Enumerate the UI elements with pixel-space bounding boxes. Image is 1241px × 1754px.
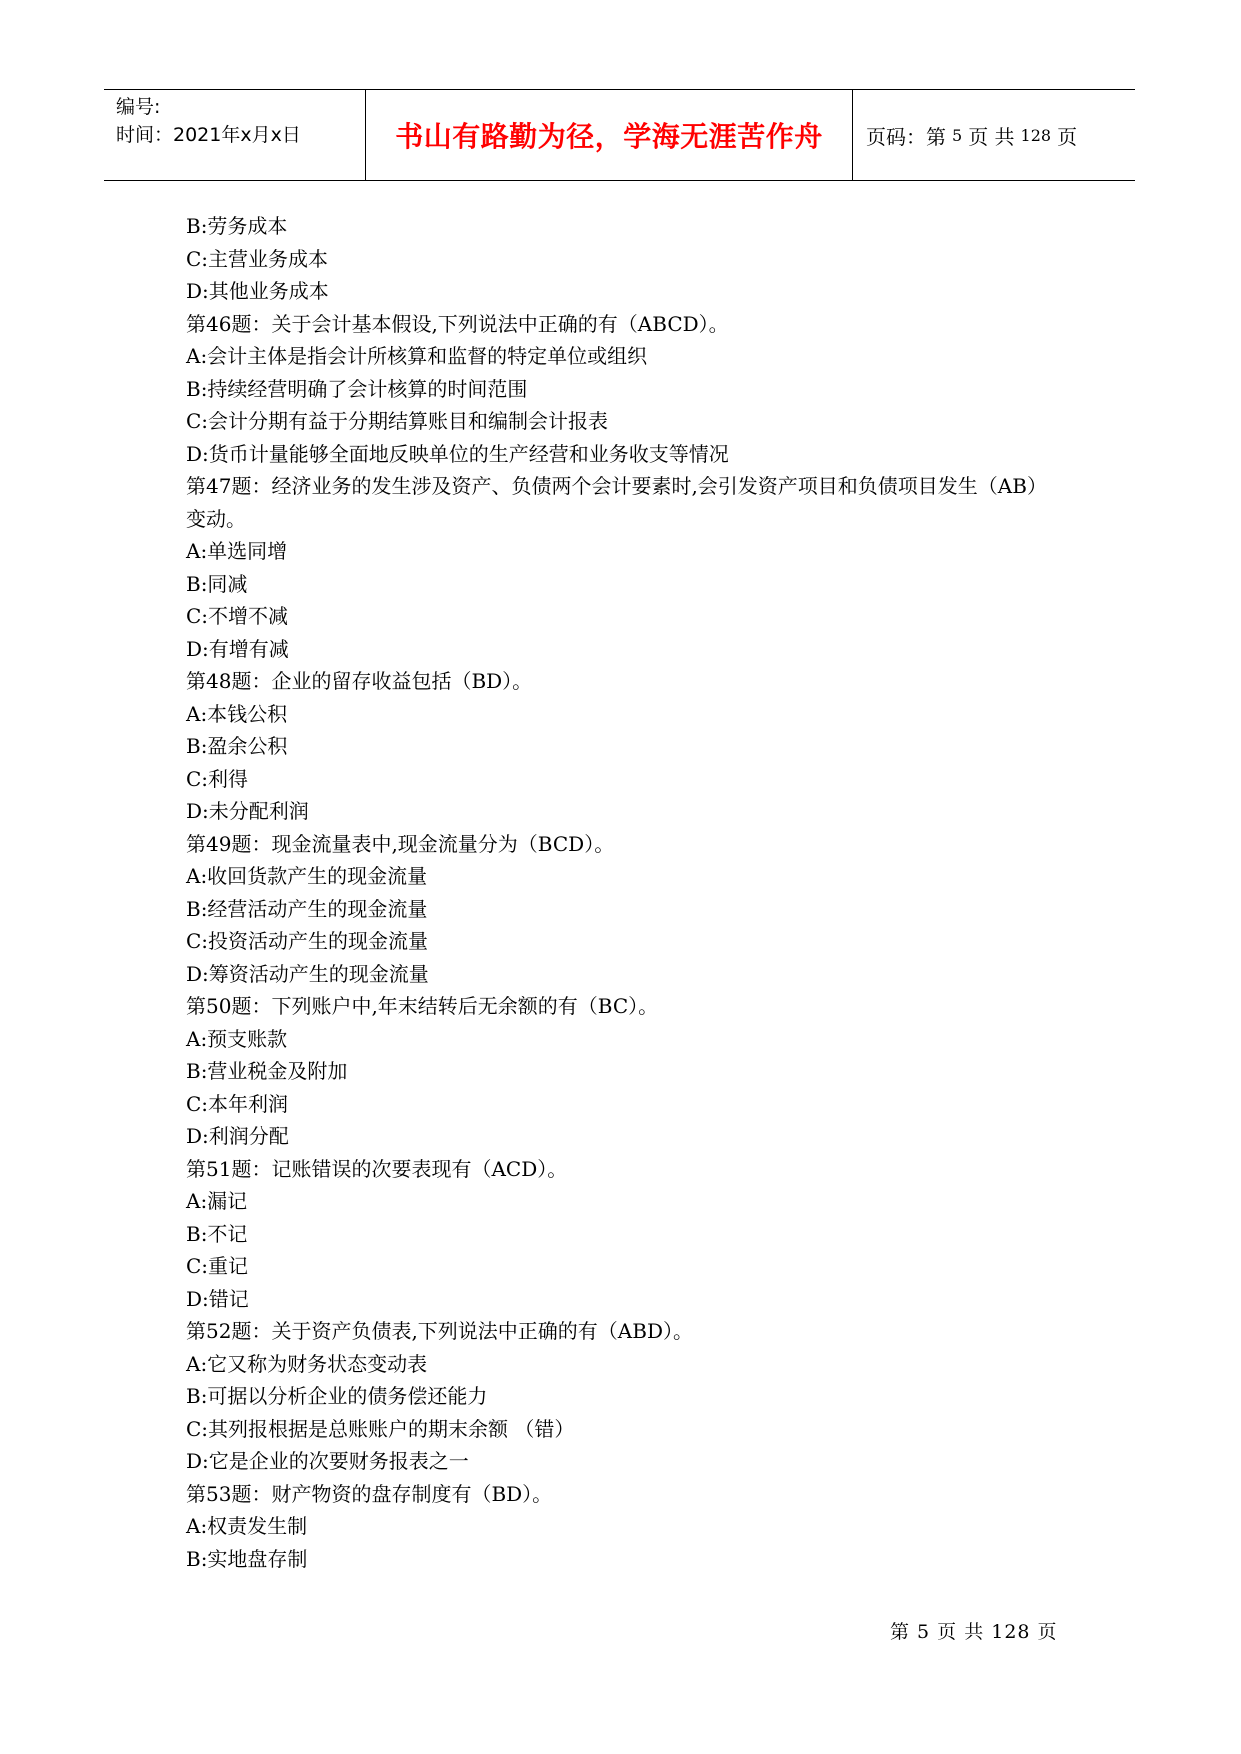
answer-option: C:投资活动产生的现金流量 — [186, 929, 429, 953]
answer-option: A:收回货款产生的现金流量 — [186, 864, 428, 888]
answer-option: A:会计主体是指会计所核算和监督的特定单位或组织 — [186, 344, 648, 368]
answer-option: A:权责发生制 — [186, 1514, 308, 1538]
document-body — [186, 210, 1066, 1575]
answer-option: D:其他业务成本 — [186, 279, 329, 303]
answer-option: B:劳务成本 — [186, 214, 288, 238]
answer-option: C:其列报根据是总账账户的期末余额 （错） — [186, 1416, 575, 1441]
question-text: 第49题：现金流量表中,现金流量分为（BCD）。 — [186, 831, 615, 856]
answer-option: B:不记 — [186, 1221, 248, 1246]
answer-option: B:营业税金及附加 — [186, 1059, 348, 1083]
question-text: 第46题：关于会计基本假设,下列说法中正确的有（ABCD）。 — [186, 311, 729, 336]
document-number-label: 编号: — [116, 96, 161, 118]
answer-option: C:不增不减 — [186, 604, 289, 628]
answer-option: C:主营业务成本 — [186, 246, 329, 271]
answer-option: D:有增有减 — [186, 636, 289, 661]
answer-option: B:同减 — [186, 571, 248, 596]
answer-option: B:可据以分析企业的债务偿还能力 — [186, 1384, 488, 1408]
page-suffix: 页 — [1057, 124, 1078, 149]
question-text: 第52题：关于资产负债表,下列说法中正确的有（ABD）。 — [186, 1319, 693, 1343]
answer-option: A:本钱公积 — [186, 701, 288, 726]
answer-option: B:实地盘存制 — [186, 1546, 308, 1571]
answer-option: C:重记 — [186, 1254, 249, 1278]
answer-option: D:筹资活动产生的现金流量 — [186, 961, 429, 986]
question-text: 第48题：企业的留存收益包括（BD）。 — [186, 669, 533, 693]
header-info-cell — [104, 90, 366, 180]
answer-option: B:经营活动产生的现金流量 — [186, 896, 428, 921]
answer-option: A:它又称为财务状态变动表 — [186, 1351, 428, 1376]
answer-option: B:盈余公积 — [186, 734, 288, 758]
header-motto: 书山有路勤为径，学海无涯苦作舟 — [366, 90, 853, 180]
document-time-label: 时间：2021年x月x日 — [116, 124, 301, 146]
question-text: 第51题：记账错误的次要表现有（ACD）。 — [186, 1156, 568, 1181]
question-text: 第50题：下列账户中,年末结转后无余额的有（BC）。 — [186, 994, 659, 1018]
page-prefix: 页码：第 — [866, 124, 946, 149]
answer-option: C:会计分期有益于分期结算账目和编制会计报表 — [186, 409, 609, 433]
page-number: 5 — [952, 125, 963, 145]
answer-option: D:未分配利润 — [186, 799, 309, 823]
page-mid: 页 共 — [968, 124, 1015, 149]
page-header — [104, 89, 1135, 181]
answer-option: A:预支账款 — [186, 1026, 288, 1051]
answer-option: D:它是企业的次要财务报表之一 — [186, 1449, 469, 1473]
answer-option: D:错记 — [186, 1286, 249, 1311]
header-page-indicator — [853, 90, 1135, 180]
answer-option: D:利润分配 — [186, 1124, 289, 1148]
answer-option: C:利得 — [186, 766, 249, 791]
question-text: 第47题：经济业务的发生涉及资产、负债两个会计要素时,会引发资产项目和负债项目发生（AB）变动。 — [186, 474, 1047, 531]
question-text: 第53题：财产物资的盘存制度有（BD）。 — [186, 1481, 553, 1506]
answer-option: D:货币计量能够全面地反映单位的生产经营和业务收支等情况 — [186, 441, 729, 466]
page-total: 128 — [1020, 125, 1052, 145]
page-footer: 第 5 页 共 128 页 — [890, 1621, 1058, 1643]
answer-option: C:本年利润 — [186, 1091, 289, 1116]
answer-option: B:持续经营明确了会计核算的时间范围 — [186, 376, 528, 401]
answer-option: A:漏记 — [186, 1189, 248, 1213]
answer-option: A:单选同增 — [186, 539, 288, 563]
